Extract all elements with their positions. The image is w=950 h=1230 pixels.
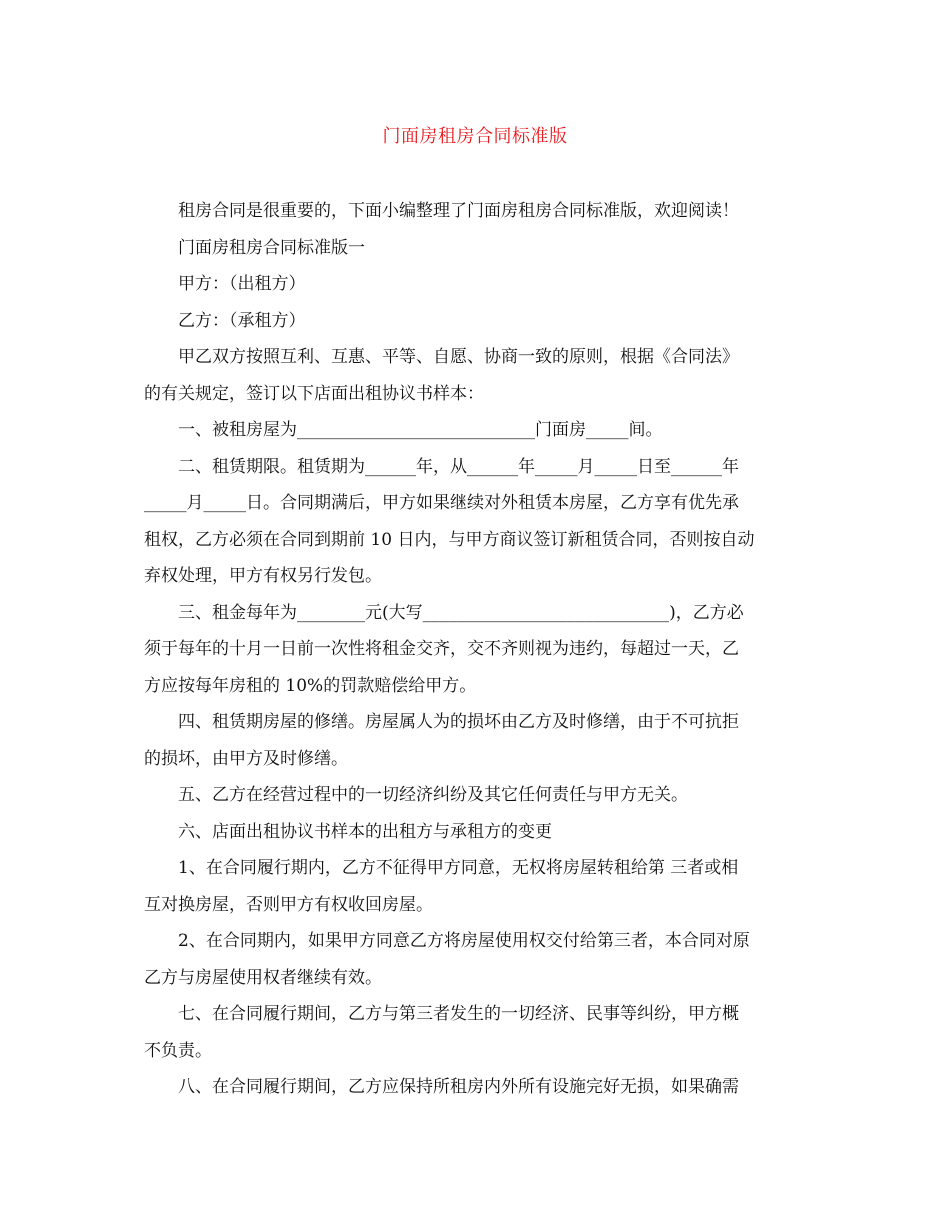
document-line: 门面房租房合同标准版一 [178,237,365,258]
document-line: 一、被租房屋为____________________________门面房_____间。 [178,420,663,440]
document-line: _____月_____日。合同期满后，甲方如果继续对外租赁本房屋，乙方享有优先承 [144,493,739,513]
document-line: 五、乙方在经营过程中的一切经济纠纷及其它任何责任与甲方无关。 [178,785,688,805]
document-line: 六、店面出租协议书样本的出租方与承租方的变更 [178,821,552,842]
document-line: 甲乙双方按照互利、互惠、平等、自愿、协商一致的原则，根据《合同法》 [178,347,739,367]
document-line: 须于每年的十月一日前一次性将租金交齐，交不齐则视为违约，每超过一天，乙 [144,639,739,659]
document-line: 四、租赁期房屋的修缮。房屋属人为的损坏由乙方及时修缮，由于不可抗拒 [178,712,739,732]
document-line: 乙方与房屋使用权者继续有效。 [144,967,382,988]
document-line: 租权，乙方必须在合同到期前 10 日内，与甲方商议签订新租赁合同，否则按自动 [144,529,755,550]
document-line: 弃权处理，甲方有权另行发包。 [144,566,382,586]
document-line: 八、在合同履行期间，乙方应保持所租房内外所有设施完好无损，如果确需 [178,1077,739,1097]
document-line: 三、租金每年为________元(大写_____________________________)，乙方必 [178,602,744,623]
document-title: 门面房租房合同标准版 [382,126,568,147]
document-line: 2、在合同期内，如果甲方同意乙方将房屋使用权交付给第三者，本合同对原 [178,931,750,951]
document-line: 甲方：（出租方） [178,274,306,294]
document-line: 的有关规定，签订以下店面出租协议书样本： [144,383,484,404]
document-line: 二、租赁期限。租赁期为______年，从______年_____月_____日至______年 [178,456,739,477]
document-line: 的损坏，由甲方及时修缮。 [144,748,348,769]
document-line: 乙方：（承租方） [178,310,306,331]
document-line: 七、在合同履行期间，乙方与第三者发生的一切经济、民事等纠纷，甲方概 [178,1004,739,1024]
document-body [144,193,804,1106]
document-line: 1、在合同履行期内，乙方不征得甲方同意，无权将房屋转租给第 三者或相 [178,858,739,878]
document-line: 互对换房屋，否则甲方有权收回房屋。 [144,894,433,915]
document-line: 租房合同是很重要的，下面小编整理了门面房租房合同标准版，欢迎阅读！ [178,201,739,221]
document-line: 不负责。 [144,1040,212,1061]
document-line: 方应按每年房租的 10%的罚款赔偿给甲方。 [144,675,477,696]
